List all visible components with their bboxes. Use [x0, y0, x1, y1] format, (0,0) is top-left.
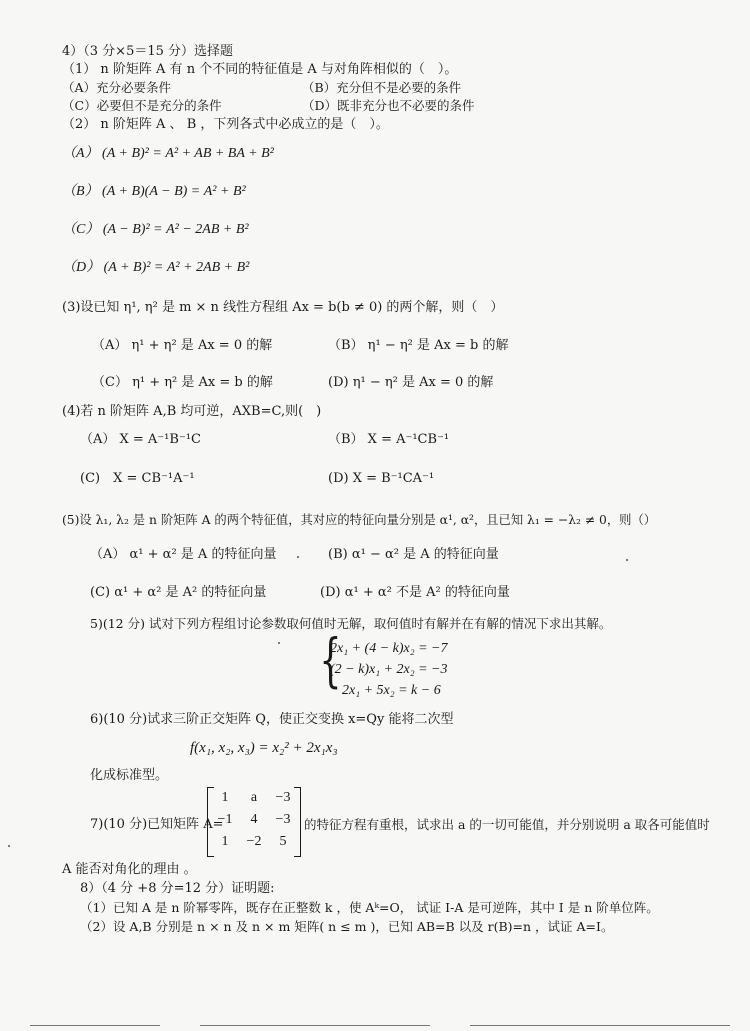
- q4-3-option-a: （A） η¹ + η² 是 Ax = 0 的解: [92, 338, 273, 353]
- q6-quadratic-form: f(x₁, x₂, x₃) = x₂² + 2x₁x₃: [190, 740, 338, 756]
- q4-5-option-b: (B) α¹ − α² 是 A 的特征向量: [328, 547, 499, 562]
- q4-2-option-b: （B） (A + B)(A − B) = A² + B²: [62, 184, 246, 199]
- scan-speck: [626, 559, 628, 561]
- q4-1-option-b: （B）充分但不是必要的条件: [302, 80, 462, 95]
- matrix-cell: −2: [246, 834, 262, 849]
- matrix-cell: 4: [250, 812, 258, 827]
- q8-part-2: （2）设 A,B 分别是 n × n 及 n × m 矩阵( n ≤ m )，已知 AB=B 以及 r(B)=n ，试证 A=I。: [80, 919, 614, 934]
- q5-equation-1: 2x₁ + (4 − k)x₂ = −7: [330, 641, 448, 656]
- q4-3-stem: (3)设已知 η¹, η² 是 m × n 线性方程组 Ax = b(b ≠ 0) 的两个解，则（ ）: [62, 300, 504, 315]
- q7-suffix: 的特征方程有重根，试求出 a 的一切可能值，并分别说明 a 取各可能值时: [304, 817, 710, 832]
- q4-1-option-a: （A）充分必要条件: [62, 80, 172, 95]
- q4-3-option-d: (D) η¹ − η² 是 Ax = 0 的解: [328, 375, 494, 390]
- q8-header: 8）（4 分 +8 分=12 分）证明题:: [80, 881, 275, 896]
- matrix-cell: −3: [275, 812, 291, 827]
- q4-2-option-a: （A） (A + B)² = A² + AB + BA + B²: [62, 146, 274, 161]
- bottom-rule: [200, 1025, 430, 1026]
- q5-equation-3: 2x₁ + 5x₂ = k − 6: [342, 683, 441, 698]
- q4-1-option-d: （D）既非充分也不必要的条件: [302, 98, 475, 113]
- q4-5-option-d: (D) α¹ + α² 不是 A² 的特征向量: [320, 585, 510, 600]
- q8-part-1: （1）已知 A 是 n 阶幂零阵，既存在正整数 k ，使 Aᵏ=O， 试证 I-A 是可逆阵，其中 I 是 n 阶单位阵。: [80, 900, 659, 915]
- q4-4-option-b: （B） X = A⁻¹CB⁻¹: [328, 432, 450, 447]
- q4-3-option-b: （B） η¹ − η² 是 Ax = b 的解: [328, 338, 509, 353]
- q4-5-stem: (5)设 λ₁, λ₂ 是 n 阶矩阵 A 的两个特征值，其对应的特征向量分别是 α¹, α²，且已知 λ₁ = −λ₂ ≠ 0，则（）: [62, 513, 657, 527]
- bottom-rule: [470, 1025, 730, 1026]
- equation-system-brace: {: [319, 626, 342, 694]
- scan-speck: [8, 845, 10, 847]
- q4-2-option-c: （C） (A − B)² = A² − 2AB + B²: [62, 222, 249, 237]
- q5-stem: 5)(12 分) 试对下列方程组讨论参数取何值时无解，取何值时有解并在有解的情况下求出其解。: [90, 616, 612, 631]
- scan-speck: [297, 556, 299, 558]
- q4-3-option-c: （C） η¹ + η² 是 Ax = b 的解: [92, 375, 273, 390]
- q5-equation-2: (2 − k)x₁ + 2x₂ = −3: [330, 662, 448, 677]
- q4-4-option-d: (D) X = B⁻¹CA⁻¹: [328, 471, 435, 486]
- q4-2-stem: （2） n 阶矩阵 A 、 B ，下列各式中必成立的是（ ）。: [62, 117, 389, 132]
- q4-4-option-a: （A） X = A⁻¹B⁻¹C: [80, 432, 201, 447]
- matrix-cell: 1: [221, 834, 229, 849]
- matrix-cell: 1: [221, 790, 229, 805]
- bottom-rule: [30, 1025, 160, 1026]
- q4-2-option-d: （D） (A + B)² = A² + 2AB + B²: [62, 260, 250, 275]
- q4-1-option-c: （C）必要但不是充分的条件: [62, 98, 222, 113]
- matrix-cell: 5: [279, 834, 287, 849]
- q7-continuation: A 能否对角化的理由 。: [62, 862, 197, 877]
- matrix-cell: a: [250, 790, 258, 805]
- q6-stem: 6)(10 分)试求三阶正交矩阵 Q，使正交变换 x=Qy 能将二次型: [90, 712, 454, 727]
- q4-1-stem: （1） n 阶矩阵 A 有 n 个不同的特征值是 A 与对角阵相似的（ ）。: [62, 62, 458, 77]
- q4-5-option-c: (C) α¹ + α² 是 A² 的特征向量: [90, 585, 267, 600]
- q7-prefix: 7)(10 分)已知矩阵 A=: [90, 817, 224, 832]
- matrix-cell: −1: [217, 812, 233, 827]
- q4-4-option-c: (C) X = CB⁻¹A⁻¹: [80, 471, 195, 486]
- matrix-cell: −3: [275, 790, 291, 805]
- scan-speck: [278, 642, 280, 644]
- q7-matrix: [207, 787, 301, 855]
- q4-5-option-a: （A） α¹ + α² 是 A 的特征向量: [90, 547, 277, 562]
- q4-header: 4）（3 分×5＝15 分）选择题: [62, 44, 234, 59]
- q6-tail: 化成标准型。: [90, 768, 169, 783]
- q4-4-stem: (4)若 n 阶矩阵 A,B 均可逆，AXB=C,则( ): [62, 404, 322, 419]
